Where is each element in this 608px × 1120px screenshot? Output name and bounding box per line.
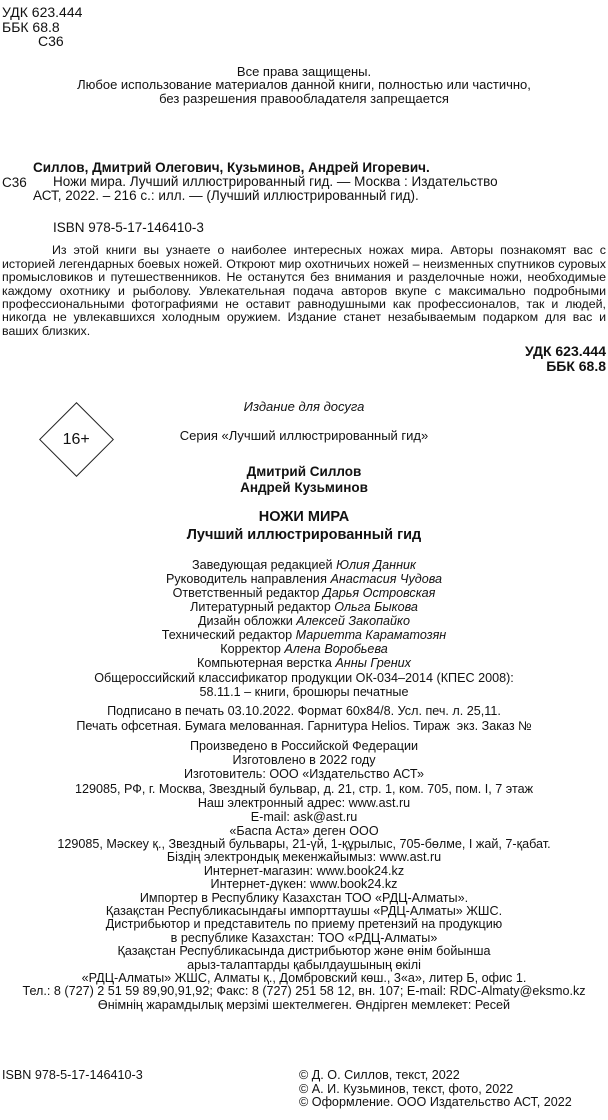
classifier-line: 58.11.1 – книги, брошюры печатные [199,684,409,699]
print-info-line: Печать офсетная. Бумага мелованная. Гарнитура Helios. Тираж экз. Заказ № [76,718,532,733]
book-title [2,509,606,544]
edition-type: Издание для досуга [243,399,365,415]
kazakh-line: 129085, Мәскеу қ., Звездный бульвары, 21-үй, 1-құрылыс, 705-бөлме, I жай, 7-қабат. [57,836,551,851]
udk-code-right: УДК 623.444 [524,343,606,360]
credit-line: Дизайн обложки Алексей Закопайко [197,614,410,629]
kazakh-line: арыз-талаптарды қабылдаушының өкілі [187,957,421,972]
copyright-line: © Д. О. Силлов, текст, 2022 [299,1068,460,1082]
annotation-paragraph: Из этой книги вы узнаете о наиболее интересных ножах мира. Авторы познакомят вас с историей легендарных боевых ножей. Откроют мир охотничьих ножей – неизменных спутников суровых промысловиков и путешественников. Не останутся без внимания и разделочные ножи, необходимые каждому охотнику и рыболову. Увлекательная подача авторов вкупе с максимально подробными профессиональными фотографиями не оставит равнодушными как профессионалов, так и людей, никогда не увлекавшихся холодным оружием. Издание станет незабываемым подарком для вас и ваших близких. [2,243,606,338]
kazakh-line: Интернет-дүкен: www.book24.kz [210,877,398,892]
kazakh-line: Импортер в Республику Казахстан ТОО «РДЦ-Алматы». [139,890,469,905]
credit-person: Ольга Быкова [334,600,418,615]
credit-person: Алена Воробьева [284,642,388,657]
author-sign-code: С36 [38,33,64,49]
classifier-line: Общероссийский классификатор продукции ОК-034–2014 (КПЕС 2008): [94,671,514,686]
credit-person: Юлия Данник [336,558,416,573]
classification-codes-right [2,344,606,373]
credit-line: Технический редактор Мариетта Караматозян [161,628,447,643]
author-name: Дмитрий Силлов [246,464,362,480]
rights-line: без разрешения правообладателя запрещается [159,90,449,106]
print-info [2,704,606,734]
top-classification-codes [2,5,606,49]
production-line: Наш электронный адрес: www.ast.ru [197,795,411,810]
kazakh-line: Қазақстан Республикасында дистрибьютор және өнім бойынша [117,944,491,959]
authors-display [2,464,606,495]
kazakh-line: Өнімнің жарамдылық мерзімі шектелмеген. Өндірген мемлекет: Ресей [97,997,511,1012]
kazakh-line: Қазақстан Республикасындағы импорттаушы «РДЦ-Алматы» ЖШС. [105,903,503,918]
kazakh-line: Дистрибьютор и представитель по приему претензий на продукцию [105,917,503,932]
margin-author-sign: С36 [2,175,27,191]
credit-line: Ответственный редактор Дарья Островская [172,586,436,601]
rights-line: Все права защищены. [236,63,372,79]
rights-line: Любое использование материалов данной книги, полностью или частично, [77,77,531,93]
credit-line: Заведующая редакцией Юлия Данник [192,558,416,573]
footer-isbn: ISBN 978-5-17-146410-3 [2,1068,143,1082]
kazakhstan-distribution-info [2,825,606,1013]
biblio-isbn: ISBN 978-5-17-146410-3 [53,220,204,236]
production-line: Произведено в Российской Федерации [189,738,419,753]
kazakh-line: «Баспа Аста» деген ООО [229,823,379,838]
production-line: E-mail: ask@ast.ru [250,810,358,825]
copyright-line: © Оформление. ООО Издательство АСТ, 2022 [299,1095,572,1110]
copyright-block [299,1069,572,1110]
credit-person: Мариетта Караматозян [295,628,447,643]
rights-notice [2,65,606,106]
age-rating-label: 16+ [62,430,91,448]
kazakh-line: Интернет-магазин: www.book24.kz [203,863,405,878]
book-title-main: НОЖИ МИРА [258,509,350,526]
book-title-sub: Лучший иллюстрированный гид [186,526,422,543]
kazakh-line: в республике Казахстан: ТОО «РДЦ-Алматы» [170,930,438,945]
kazakh-line: Біздің электрондық мекенжайымыз: www.ast.ru [166,850,442,865]
credit-line: Литературный редактор Ольга Быкова [190,600,418,615]
credit-person: Алексей Закопайко [296,614,410,629]
credit-line: Руководитель направления Анастасия Чудова [165,572,443,587]
credit-person: Анны Грених [335,656,411,671]
copyright-line: © А. И. Кузьминов, текст, фото, 2022 [299,1081,514,1096]
staff-credits [2,558,606,670]
kazakh-line: Тел.: 8 (727) 2 51 59 89,90,91,92; Факс: 8 (727) 251 58 12, вн. 107; E-mail: RDC-Almaty@eksmo.kz [22,984,586,999]
bbk-code: ББК 68.8 [2,18,60,35]
bbk-code-right: ББК 68.8 [546,357,606,374]
production-info [2,739,606,825]
credit-line: Компьютерная верстка Анны Грених [197,656,411,671]
credit-person: Анастасия Чудова [330,572,443,587]
print-info-line: Подписано в печать 03.10.2022. Формат 60х84/8. Усл. печ. л. 25,11. [107,703,501,718]
bibliographic-record [2,161,606,235]
biblio-description: Ножи мира. Лучший иллюстрированный гид. — Москва : Издательство АСТ, 2022. – 216 с.: илл. — (Лучший иллюстрированный гид). [33,174,498,204]
production-line: 129085, РФ, г. Москва, Звездный бульвар, д. 21, стр. 1, ком. 705, пом. I, 7 этаж [74,781,534,796]
production-line: Изготовитель: ООО «Издательство АСТ» [183,767,425,782]
series-title: Серия «Лучший иллюстрированный гид» [179,428,429,444]
author-name: Андрей Кузьминов [240,479,368,495]
production-line: Изготовлено в 2022 году [232,753,376,768]
credit-person: Дарья Островская [322,586,436,601]
biblio-authors: Силлов, Дмитрий Олегович, Кузьминов, Андрей Игоревич. [33,160,430,176]
product-classifier [2,672,606,700]
kazakh-line: «РДЦ-Алматы» ЖШС, Алматы қ., Домбровский көш., 3«а», литер Б, офис 1. [81,970,527,985]
credit-line: Корректор Алена Воробьева [220,642,388,657]
udk-code: УДК 623.444 [2,4,83,20]
